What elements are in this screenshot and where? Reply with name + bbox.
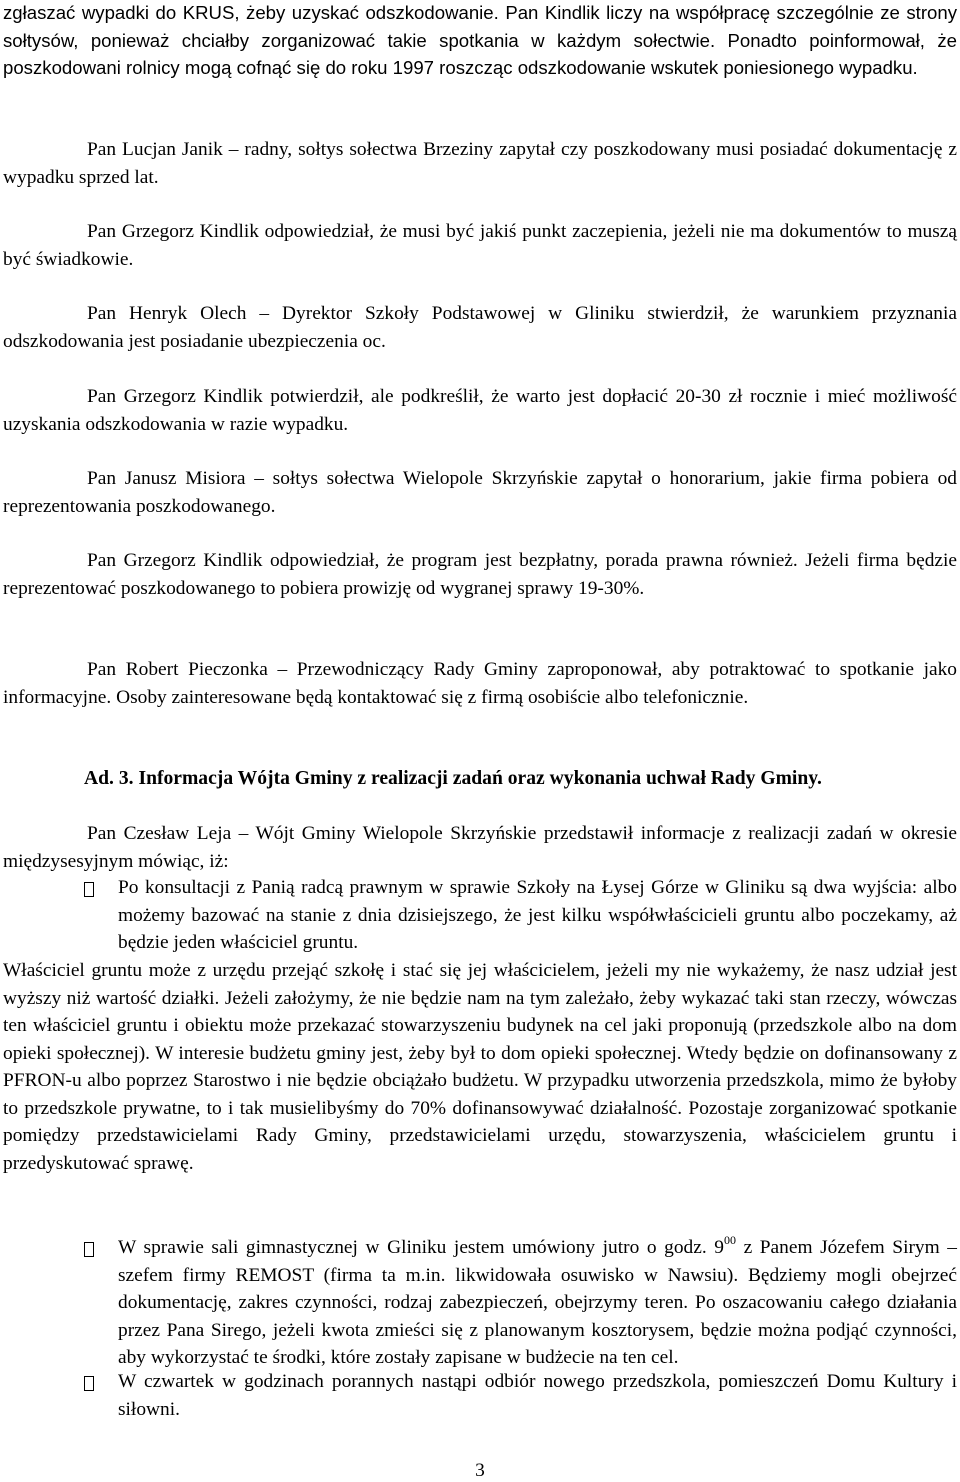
paragraph-school-details: Właściciel gruntu może z urzędu przejąć szkołę i stać się jej właścicielem, jeżeli my nie wykażemy, że nasz udział jest wyższy niż wartość działki. Jeżeli założymy, że nie będzie nam na tym zależało, żeby wykazać taki stan rzeczy, wówczas ten właściciel gruntu i obiektu może przekazać stowarzyszeniu budynek na cel jaki proponują (przedszkole albo na dom opieki społecznej). W interesie budżetu gminy jest, żeby był to dom opieki społecznej. Wtedy będzie on dofinansowany z PFRON-u albo poprzez Starostwo i nie będzie obciążało budżetu. W przypadku utworzenia przedszkola, mimo że byłoby to przedszkole prywatne, to i tak musielibyśmy do 70% dofinansowywać działalność. Pozostaje zorganizować spotkanie pomiędzy przedstawicielami Rady Gminy, przedstawicielami urzędu, stowarzyszenia, właścicielem gruntu i przedyskutować sprawę.: [3, 960, 957, 1174]
bullet-marker: [84, 1376, 94, 1391]
section-heading: Ad. 3. Informacja Wójta Gminy z realizacji zadań oraz wykonania uchwał Rady Gminy.: [84, 768, 822, 789]
paragraph-kindlik-answer-fee: Pan Grzegorz Kindlik odpowiedział, że program jest bezpłatny, porada prawna również. Jeżeli firma będzie reprezentować poszkodowanego to pobiera prowizję od wygranej sprawy 19-30%.: [3, 550, 957, 599]
bullet-item-kindergarten: W czwartek w godzinach porannych nastąpi odbiór nowego przedszkola, pomieszczeń Domu Kultury i siłowni.: [118, 1371, 957, 1420]
bullet-marker: [84, 882, 94, 897]
page-number: 3: [475, 1460, 485, 1481]
paragraph-janik-question: Pan Lucjan Janik – radny, sołtys sołectwa Brzeziny zapytał czy poszkodowany musi posiadać dokumentację z wypadku sprzed lat.: [3, 139, 957, 188]
bullet-gym-text-start: W sprawie sali gimnastycznej w Gliniku jestem umówiony jutro o godz. 9: [118, 1237, 724, 1258]
continuation-paragraph: zgłaszać wypadki do KRUS, żeby uzyskać odszkodowanie. Pan Kindlik liczy na współpracę szczególnie ze strony sołtysów, ponieważ chciałby zorganizować takie spotkania w każdym sołectwie. Ponadto poinformował, że poszkodowani rolnicy mogą cofnąć się do roku 1997 roszcząc odszkodowanie wskutek poniesionego wypadku.: [3, 2, 957, 78]
paragraph-pieczonka-proposal: Pan Robert Pieczonka – Przewodniczący Rady Gminy zaproponował, aby potraktować to spotkanie jako informacyjne. Osoby zainteresowane będą kontaktować się z firmą osobiście albo telefonicznie.: [3, 659, 957, 708]
paragraph-leja-intro: Pan Czesław Leja – Wójt Gminy Wielopole Skrzyńskie przedstawił informacje z realizacji zadań w okresie międzysesyjnym mówiąc, iż:: [3, 823, 957, 872]
paragraph-kindlik-confirmation: Pan Grzegorz Kindlik potwierdził, ale podkreślił, że warto jest dopłacić 20-30 zł rocznie i mieć możliwość uzyskania odszkodowania w razie wypadku.: [3, 386, 957, 435]
bullet-gym-text-end: z Panem Józefem Sirym – szefem firmy REMOST (firma ta m.in. likwidowała osuwisko w Nawsiu). Będziemy mogli obejrzeć dokumentację, zakres czynności, rodzaj zabezpieczeń, obejrzymy teren. Po oszacowaniu całego działania przez Pana Sirego, jeżeli kwota zmieści się z planowanym kosztorysem, będzie można podjąć czynności, aby wykorzystać te środki, które zostały zapisane w budżecie na ten cel.: [118, 1237, 957, 1369]
bullet-item-school: Po konsultacji z Panią radcą prawnym w sprawie Szkoły na Łysej Górze w Gliniku są dwa wyjścia: albo możemy bazować na stanie z dnia dzisiejszego, że jest kilku współwłaścicieli gruntu albo poczekamy, aż będzie jeden właściciel gruntu.: [118, 877, 957, 954]
bullet-item-gym: [118, 1234, 957, 1372]
paragraph-olech-statement: Pan Henryk Olech – Dyrektor Szkoły Podstawowej w Gliniku stwierdził, że warunkiem przyznania odszkodowania jest posiadanie ubezpieczenia oc.: [3, 303, 957, 352]
paragraph-kindlik-answer-witnesses: Pan Grzegorz Kindlik odpowiedział, że musi być jakiś punkt zaczepienia, jeżeli nie ma dokumentów to muszą być świadkowie.: [3, 221, 957, 270]
paragraph-misiora-question: Pan Janusz Misiora – sołtys sołectwa Wielopole Skrzyńskie zapytał o honorarium, jakie firma pobiera od reprezentowania poszkodowanego.: [3, 468, 957, 517]
time-superscript: 00: [723, 1233, 736, 1247]
bullet-marker: [84, 1242, 94, 1257]
